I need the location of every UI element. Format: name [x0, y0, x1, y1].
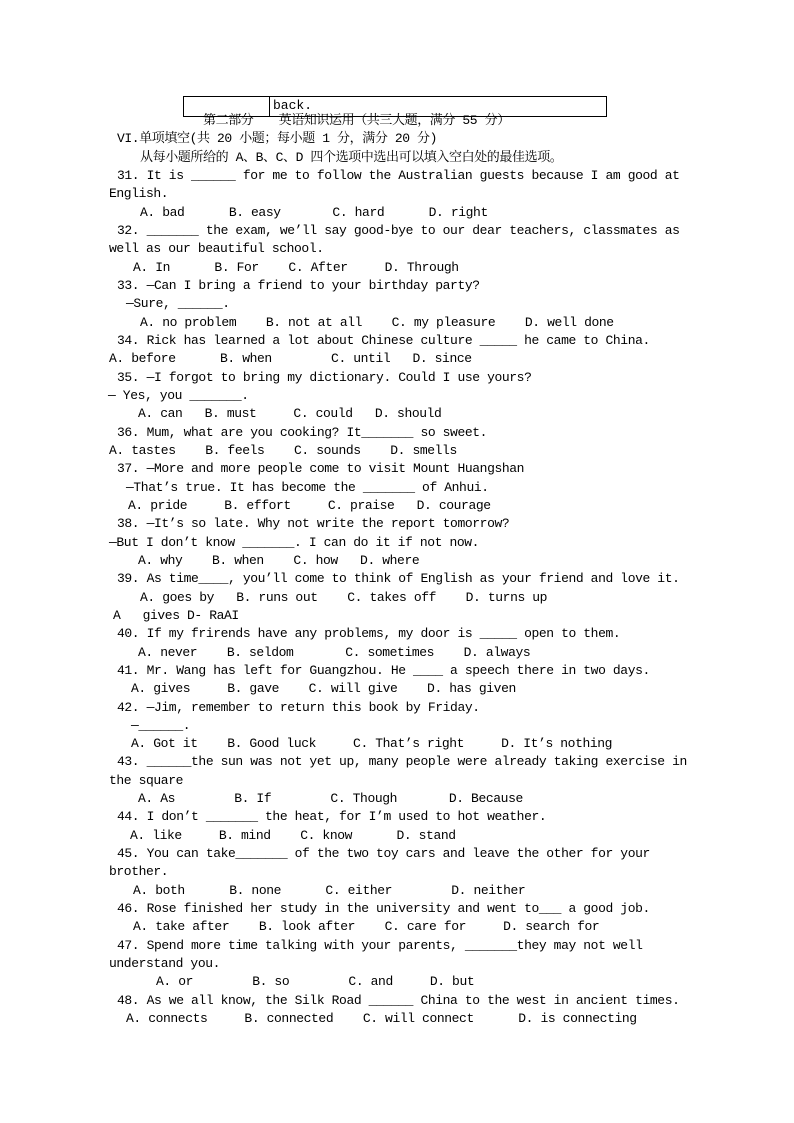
q32-text-1: 32. _______ the exam, we’ll say good-bye to our dear teachers, classmates as [117, 222, 680, 238]
q43-text-2: the square [109, 772, 184, 788]
q37-text-1: 37. —More and more people come to visit Mount Huangshan [117, 461, 525, 477]
q42-text-1: 42. —Jim, remember to return this book by Friday. [117, 699, 480, 715]
q33-text-2: —Sure, ______. [126, 296, 230, 312]
q32-text-2: well as our beautiful school. [109, 241, 324, 257]
q47-text-1: 47. Spend more time talking with your parents, _______they may not well [117, 937, 643, 953]
instructions: 从每小题所给的 A、B、C、D 四个选项中选出可以填入空白处的最佳选项。 [140, 149, 563, 165]
stray-line: A gives D- RaAI [113, 607, 239, 623]
table-cell-back: back. [273, 98, 313, 113]
q38-options: A. why B. when C. how D. where [138, 552, 420, 568]
q46-text-1: 46. Rose finished her study in the university and went to___ a good job. [117, 901, 650, 917]
q39-text-1: 39. As time____, you’ll come to think of English as your friend and love it. [117, 571, 680, 587]
q33-text-1: 33. —Can I bring a friend to your birthday party? [117, 277, 480, 293]
q46-options: A. take after B. look after C. care for D. search for [133, 919, 600, 935]
q37-text-2: —That’s true. It has become the _______ of Anhui. [126, 479, 489, 495]
q35-text-1: 35. —I forgot to bring my dictionary. Could I use yours? [117, 369, 532, 385]
q37-options: A. pride B. effort C. praise D. courage [128, 497, 491, 513]
q39-options: A. goes by B. runs out C. takes off D. turns up [140, 589, 548, 605]
q44-text-1: 44. I don’t _______ the heat, for I’m used to hot weather. [117, 809, 547, 825]
q42-options: A. Got it B. Good luck C. That’s right D. It’s nothing [131, 736, 613, 752]
q32-options: A. In B. For C. After D. Through [133, 259, 459, 275]
q45-options: A. both B. none C. either D. neither [133, 882, 526, 898]
q36-text-1: 36. Mum, what are you cooking? It_______ so sweet. [117, 424, 488, 440]
part-heading: 第二部分 英语知识运用（共三大题，满分 55 分） [203, 113, 510, 128]
q41-options: A. gives B. gave C. will give D. has given [131, 681, 516, 697]
q42-text-2: —______. [131, 717, 191, 733]
q45-text-2: brother. [109, 864, 169, 880]
document-lines [0, 112, 794, 1028]
q44-options: A. like B. mind C. know D. stand [130, 827, 456, 843]
q48-options: A. connects B. connected C. will connect D. is connecting [126, 1011, 637, 1027]
q35-text-2: — Yes, you _______. [108, 387, 249, 403]
q40-text-1: 40. If my frirends have any problems, my door is _____ open to them. [117, 626, 621, 642]
q38-text-1: 38. —It’s so late. Why not write the report tomorrow? [117, 516, 510, 532]
q36-options: A. tastes B. feels C. sounds D. smells [109, 442, 457, 458]
q31-text-2: English. [109, 186, 169, 202]
q43-options: A. As B. If C. Though D. Because [138, 791, 523, 807]
section-heading: VI.单项填空(共 20 小题；每小题 1 分，满分 20 分) [117, 131, 438, 147]
q31-options: A. bad B. easy C. hard D. right [140, 204, 488, 220]
q47-text-2: understand you. [109, 956, 221, 972]
q34-text-1: 34. Rick has learned a lot about Chinese culture _____ he came to China. [117, 332, 650, 348]
q38-text-2: —But I don’t know _______. I can do it if not now. [109, 534, 480, 550]
q33-options: A. no problem B. not at all C. my pleasure D. well done [140, 314, 614, 330]
q45-text-1: 45. You can take_______ of the two toy cars and leave the other for your [117, 846, 650, 862]
q34-options: A. before B. when C. until D. since [109, 351, 472, 367]
q47-options: A. or B. so C. and D. but [156, 974, 475, 990]
q31-text-1: 31. It is ______ for me to follow the Australian guests because I am good at [117, 167, 680, 183]
q35-options: A. can B. must C. could D. should [138, 406, 442, 422]
q48-text-1: 48. As we all know, the Silk Road ______ China to the west in ancient times. [117, 992, 680, 1008]
q41-text-1: 41. Mr. Wang has left for Guangzhou. He ____ a speech there in two days. [117, 662, 650, 678]
q40-options: A. never B. seldom C. sometimes D. always [138, 644, 531, 660]
q43-text-1: 43. ______the sun was not yet up, many people were already taking exercise in [117, 754, 687, 770]
